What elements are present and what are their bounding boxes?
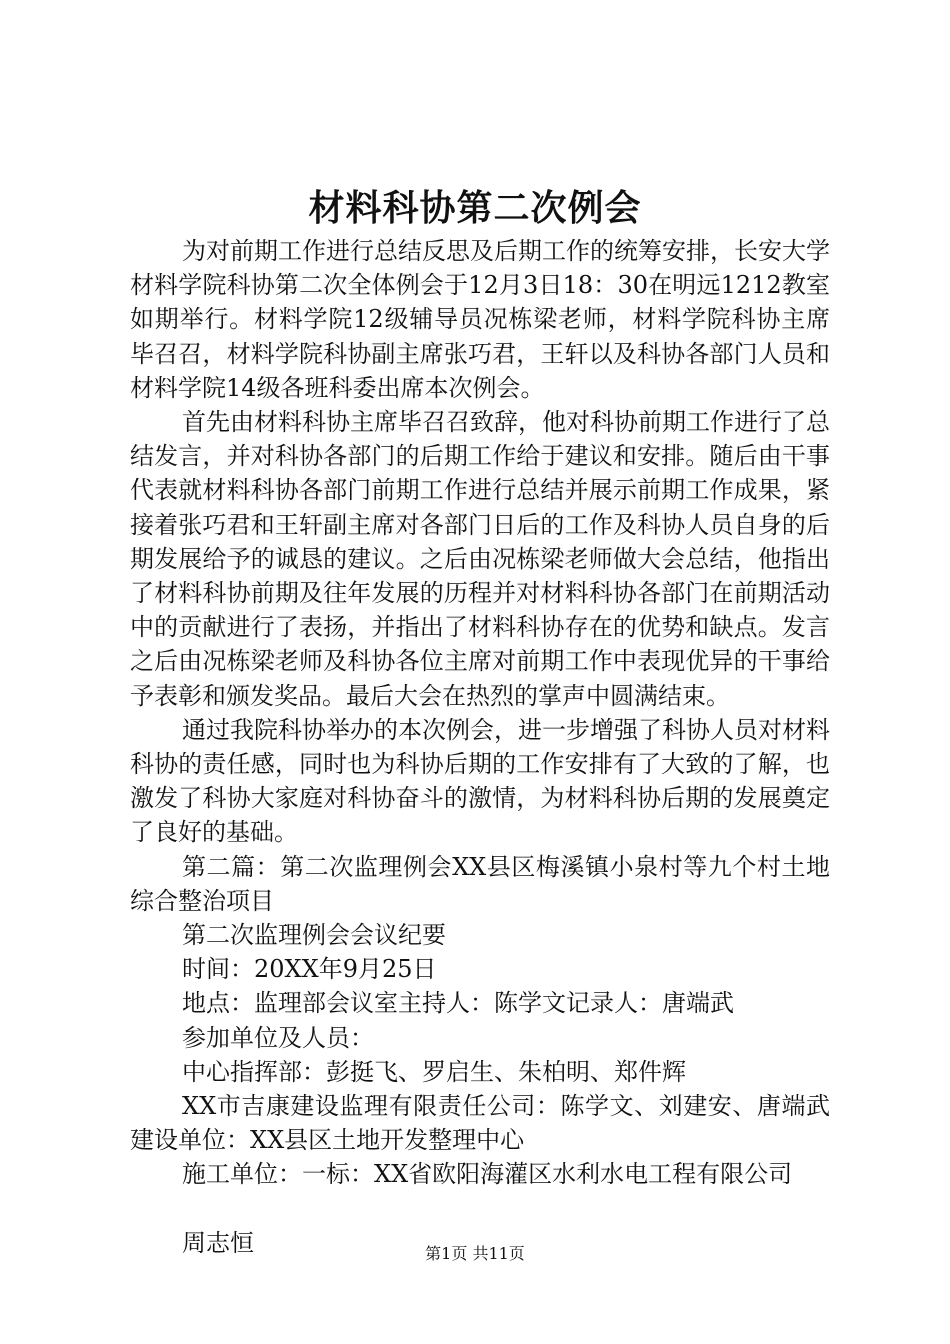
paragraph-proceedings: 首先由材料科协主席毕召召致辞，他对科协前期工作进行了总结发言，并对科协各部门的后期工作给于建议和安排。随后由干事代表就材料科协各部门前期工作进行总结并展示前期工作成果，紧接着张巧君和王轩副主席对各部门日后的工作及科协人员自身的后期发展给予的诚恳的建议。之后由况栋梁老师做大会总结，他指出了材料科协前期及往年发展的历程并对材料科协各部门在前期活动中的贡献进行了表扬，并指出了材料科协存在的优势和缺点。发言之后由况栋梁老师及科协各位主席对前期工作中表现优异的干事给予表彰和颁发奖品。最后大会在热烈的掌声中圆满结束。 xyxy=(130,408,830,710)
document-body xyxy=(130,234,830,1260)
paragraph-location: 地点：监理部会议室主持人：陈学文记录人：唐端武 xyxy=(182,989,734,1018)
paragraph-command-center: 中心指挥部：彭挺飞、罗启生、朱柏明、郑件辉 xyxy=(182,1057,686,1086)
paragraph-participants-label: 参加单位及人员： xyxy=(182,1023,374,1052)
paragraph-time: 时间：20XX年9月25日 xyxy=(182,955,437,984)
paragraph-second-article-heading: 第二篇：第二次监理例会XX县区梅溪镇小泉村等九个村土地综合整治项目 xyxy=(130,852,830,915)
paragraph-supervision-company: XX市吉康建设监理有限责任公司：陈学文、刘建安、唐端武建设单位：XX县区土地开发整理中心 xyxy=(130,1092,830,1155)
paragraph-conclusion: 通过我院科协举办的本次例会，进一步增强了科协人员对材料科协的责任感，同时也为科协后期的工作安排有了大致的了解，也激发了科协大家庭对科协奋斗的激情，为材料科协后期的发展奠定了良好的基础。 xyxy=(130,715,830,847)
paragraph-person-name: 周志恒 xyxy=(182,1228,254,1257)
paragraph-intro: 为对前期工作进行总结反思及后期工作的统筹安排，长安大学材料学院科协第二次全体例会于12月3日18：30在明远1212教室如期举行。材料学院12级辅导员况栋梁老师，材料学院科协主席毕召召，材料学院科协副主席张巧君，王轩以及科协各部门人员和材料学院14级各班科委出席本次例会。 xyxy=(130,237,830,402)
paragraph-construction-unit: 施工单位：一标：XX省欧阳海灌区水利水电工程有限公司 xyxy=(182,1160,793,1189)
page-number-footer: 第1页 共11页 xyxy=(425,1244,525,1263)
paragraph-minutes-title: 第二次监理例会会议纪要 xyxy=(182,921,446,950)
document-title: 材料科协第二次例会 xyxy=(308,187,642,229)
